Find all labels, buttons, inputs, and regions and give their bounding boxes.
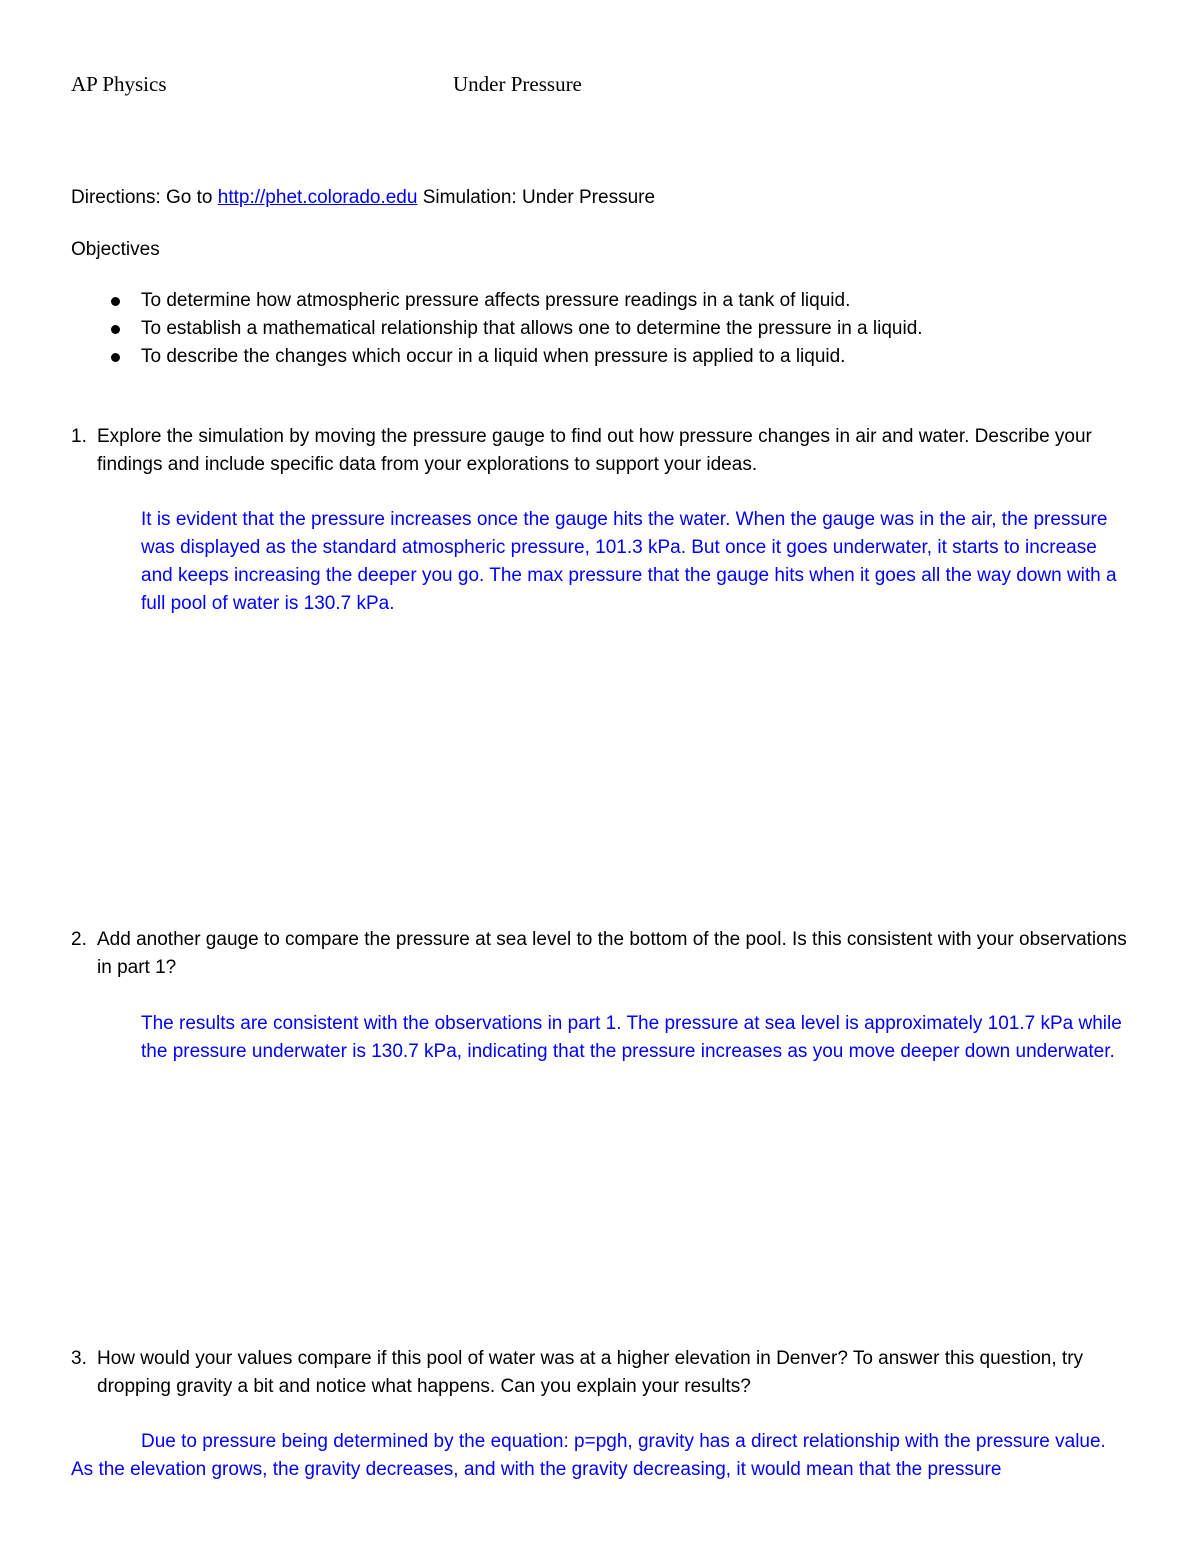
objective-item xyxy=(71,343,1131,371)
answer-text: Due to pressure being determined by the equation: p=pgh, gravity has a direct relationship with the pressure value. As the elevation grows, the gravity decreases, and with the gravity decreasing, it would mean that the pressure xyxy=(71,1431,1106,1480)
objective-text: To establish a mathematical relationship that allows one to determine the pressure in a liquid. xyxy=(141,318,923,339)
question-1 xyxy=(71,423,1131,479)
question-text: Add another gauge to compare the pressure at sea level to the bottom of the pool. Is this consistent with your observations in part 1? xyxy=(97,929,1127,978)
question-number: 3. xyxy=(71,1348,87,1369)
question-number: 1. xyxy=(71,426,87,447)
objective-text: To determine how atmospheric pressure affects pressure readings in a tank of liquid. xyxy=(141,290,851,311)
bullet-icon xyxy=(111,325,120,334)
directions-line xyxy=(71,184,655,212)
answer-2: The results are consistent with the observations in part 1. The pressure at sea level is approximately 101.7 kPa while the pressure underwater is 130.7 kPa, indicating that the pressure increases as you move deeper down underwater. xyxy=(141,1013,1122,1062)
objective-item xyxy=(71,287,1131,315)
answer-3 xyxy=(71,1428,1131,1484)
question-3 xyxy=(71,1345,1131,1401)
bullet-icon xyxy=(111,297,120,306)
bullet-icon xyxy=(111,353,120,362)
question-text: Explore the simulation by moving the pressure gauge to find out how pressure changes in air and water. Describe your findings and include specific data from your explorations to support your ideas. xyxy=(97,426,1092,475)
directions-suffix: Simulation: Under Pressure xyxy=(417,187,656,208)
question-number: 2. xyxy=(71,929,87,950)
worksheet-title: Under Pressure xyxy=(453,72,582,96)
objective-item xyxy=(71,315,1131,343)
answer-1: It is evident that the pressure increases once the gauge hits the water. When the gauge was in the air, the pressure was displayed as the standard atmospheric pressure, 101.3 kPa. But once it goes underwater, it starts to increase and keeps increasing the deeper you go. The max pressure that the gauge hits when it goes all the way down with a full pool of water is 130.7 kPa. xyxy=(141,509,1117,614)
question-text: How would your values compare if this pool of water was at a higher elevation in Denver? To answer this question, try dropping gravity a bit and notice what happens. Can you explain your results? xyxy=(97,1348,1084,1397)
phet-link[interactable]: http://phet.colorado.edu xyxy=(217,187,418,208)
objectives-list xyxy=(71,287,1131,371)
objective-text: To describe the changes which occur in a liquid when pressure is applied to a liquid. xyxy=(141,346,846,367)
objectives-heading: Objectives xyxy=(71,239,160,260)
course-title: AP Physics xyxy=(71,72,167,96)
question-2 xyxy=(71,926,1131,982)
directions-prefix: Directions: Go to xyxy=(71,187,218,208)
